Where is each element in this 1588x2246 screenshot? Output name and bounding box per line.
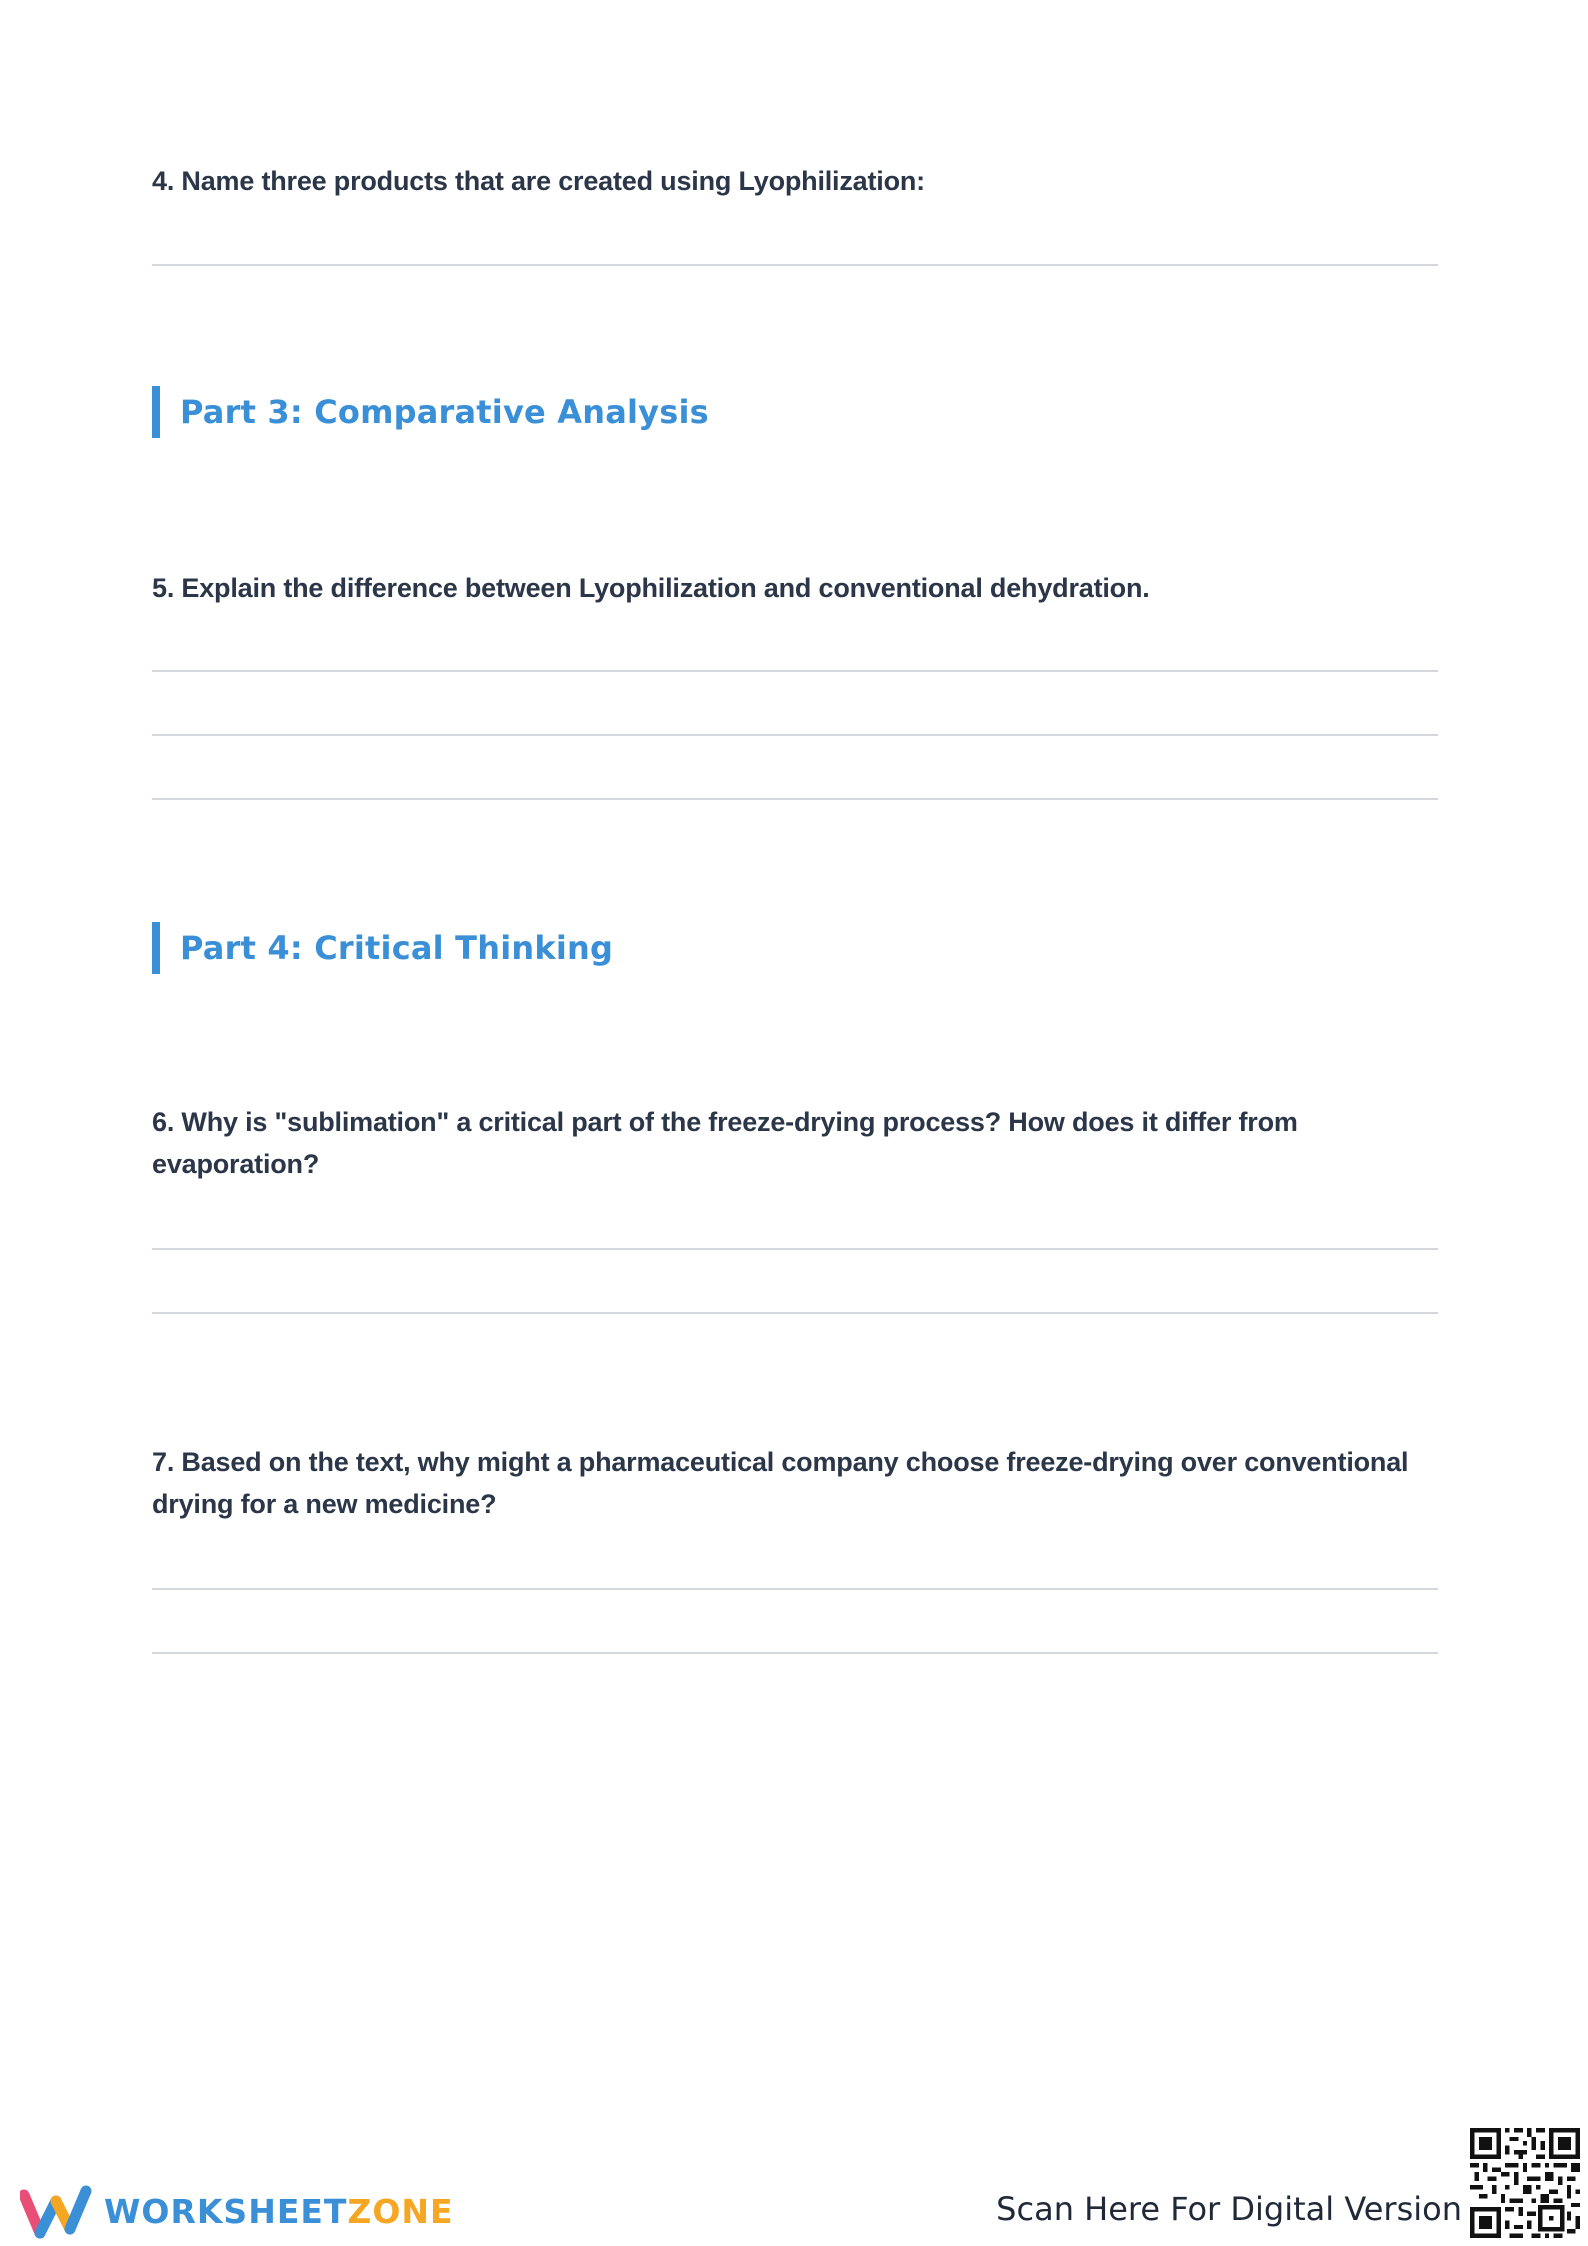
section-title-part-3: Part 3: Comparative Analysis — [180, 393, 709, 431]
question-7 — [152, 1441, 1442, 1525]
question-6 — [152, 1101, 1442, 1185]
brand-part-2: ZONE — [347, 2191, 454, 2231]
worksheetzone-wordmark — [104, 2192, 454, 2231]
scan-label: Scan Here For Digital Version — [996, 2190, 1462, 2228]
question-5: 5. Explain the difference between Lyophilization and conventional dehydration. — [152, 573, 1150, 603]
worksheetzone-logo-icon — [20, 2183, 92, 2239]
question-7-line-1: 7. Based on the text, why might a pharmaceutical company choose freeze-drying over conventional — [152, 1447, 1409, 1477]
question-7-line-2: drying for a new medicine? — [152, 1489, 497, 1519]
question-6-line-1: 6. Why is "sublimation" a critical part of the freeze-drying process? How does it differ from — [152, 1107, 1298, 1137]
worksheetzone-logo[interactable] — [20, 2183, 454, 2239]
answer-line-q7-2[interactable] — [152, 1652, 1438, 1654]
section-header-part-3 — [152, 386, 709, 438]
answer-line-q5-3[interactable] — [152, 798, 1438, 800]
section-accent-bar — [152, 922, 160, 974]
answer-line-q4-1[interactable] — [152, 264, 1438, 266]
answer-line-q5-1[interactable] — [152, 670, 1438, 672]
question-4: 4. Name three products that are created using Lyophilization: — [152, 166, 925, 196]
section-header-part-4 — [152, 922, 613, 974]
answer-line-q5-2[interactable] — [152, 734, 1438, 736]
section-title-part-4: Part 4: Critical Thinking — [180, 929, 614, 967]
question-6-line-2: evaporation? — [152, 1149, 320, 1179]
answer-line-q6-2[interactable] — [152, 1312, 1438, 1314]
section-accent-bar — [152, 386, 160, 438]
brand-part-1: WORKSHEET — [104, 2191, 348, 2231]
qr-code-icon[interactable] — [1470, 2128, 1580, 2238]
answer-line-q6-1[interactable] — [152, 1248, 1438, 1250]
answer-line-q7-1[interactable] — [152, 1588, 1438, 1590]
